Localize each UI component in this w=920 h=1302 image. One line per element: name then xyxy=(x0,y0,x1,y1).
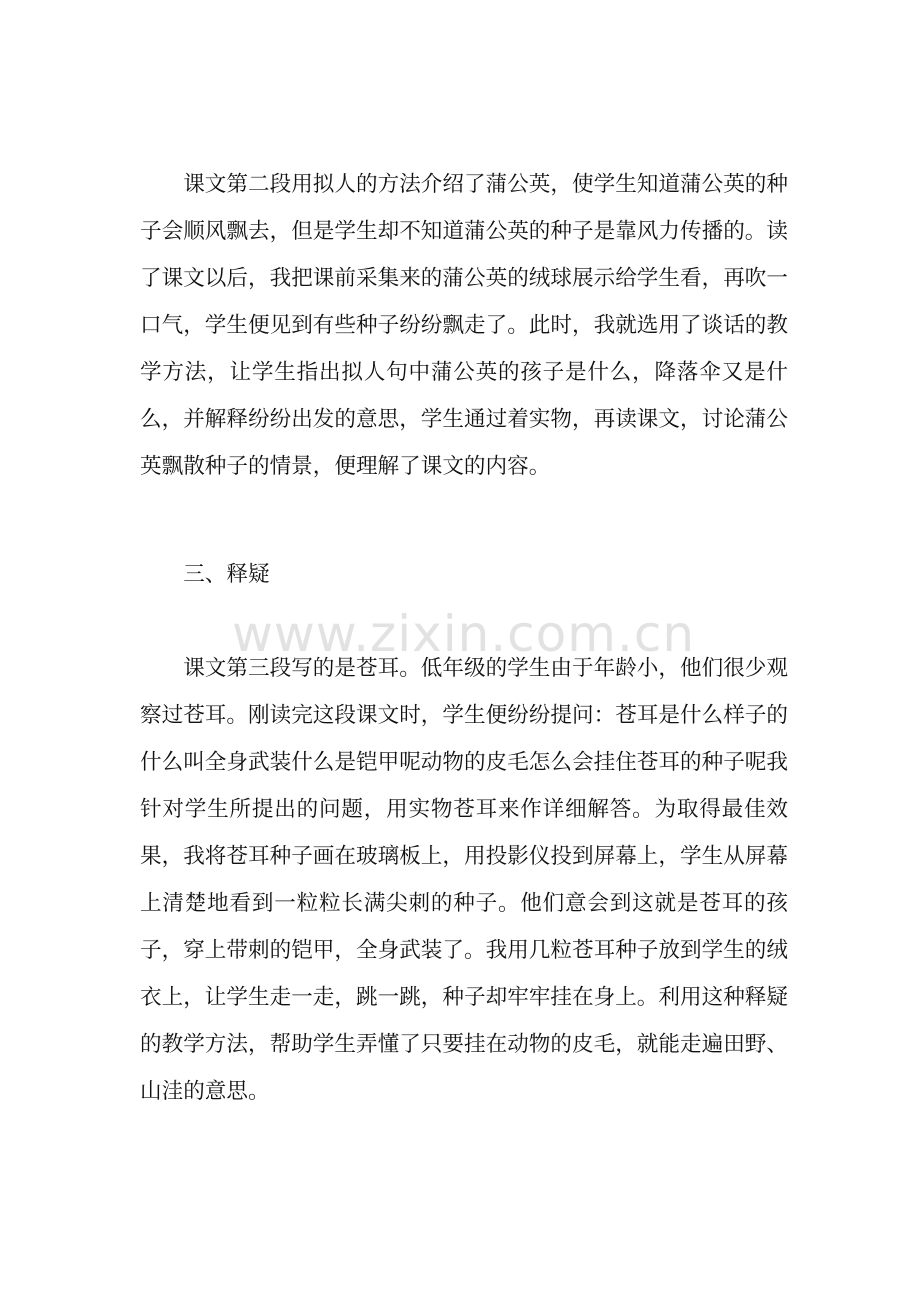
paragraph-dandelion: 课文第二段用拟人的方法介绍了蒲公英，使学生知道蒲公英的种子会顺风飘去，但是学生却不知道蒲公英的种子是靠风力传播的。读了课文以后，我把课前采集来的蒲公英的绒球展示给学生看，再吹一口气，学生便见到有些种子纷纷飘走了。此时，我就选用了谈话的教学方法，让学生指出拟人句中蒲公英的孩子是什么，降落伞又是什么，并解释纷纷出发的意思，学生通过着实物，再读课文，讨论蒲公英飘散种子的情景，便理解了课文的内容。 xyxy=(140,172,788,479)
watermark-text: www.zixin.com.cn xyxy=(232,605,696,663)
paragraph-cocklebur: 课文第三段写的是苍耳。低年级的学生由于年龄小，他们很少观察过苍耳。刚读完这段课文时，学生便纷纷提问：苍耳是什么样子的什么叫全身武装什么是铠甲呢动物的皮毛怎么会挂住苍耳的种子呢我针对学生所提出的问题，用实物苍耳来作详细解答。为取得最佳效果，我将苍耳种子画在玻璃板上，用投影仪投到屏幕上，学生从屏幕上清楚地看到一粒粒长满尖刺的种子。他们意会到这就是苍耳的孩子，穿上带刺的铠甲，全身武装了。我用几粒苍耳种子放到学生的绒衣上，让学生走一走，跳一跳，种子却牢牢挂在身上。利用这种释疑的教学方法，帮助学生弄懂了只要挂在动物的皮毛，就能走遍田野、山洼的意思。 xyxy=(140,656,788,1104)
section-heading-explain-doubts: 三、释疑 xyxy=(183,562,270,587)
